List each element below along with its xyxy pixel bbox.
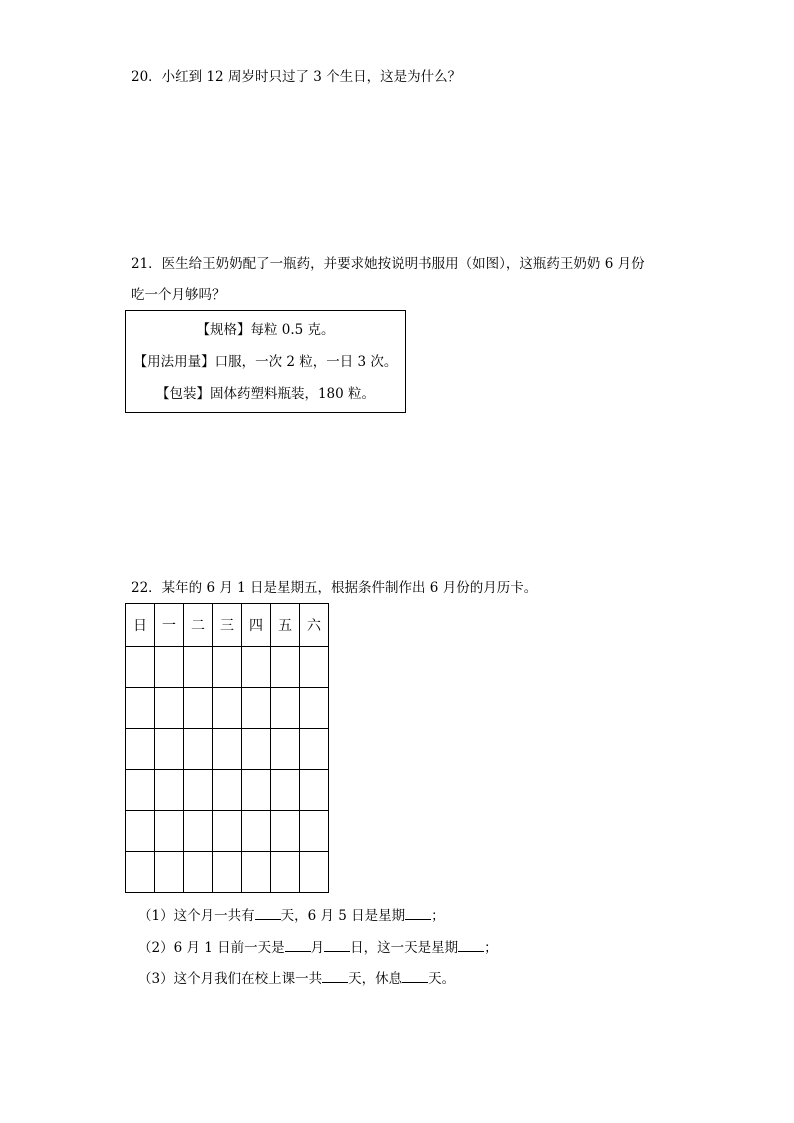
answer-blank[interactable] (402, 969, 428, 983)
answer-blank[interactable] (324, 938, 350, 952)
calendar-week-row (126, 811, 329, 852)
sub-question-3-text-a: （3）这个月我们在校上课一共 (138, 971, 323, 987)
june-calendar-grid (125, 603, 329, 893)
calendar-cell[interactable] (213, 770, 242, 811)
weekday-thu: 四 (242, 604, 271, 647)
calendar-cell[interactable] (300, 770, 329, 811)
sub-question-3-text-b: 天，休息 (348, 971, 403, 987)
calendar-cell[interactable] (213, 647, 242, 688)
answer-blank[interactable] (285, 938, 311, 952)
answer-blank[interactable] (322, 969, 348, 983)
calendar-cell[interactable] (155, 688, 184, 729)
calendar-cell[interactable] (184, 852, 213, 893)
calendar-cell[interactable] (271, 688, 300, 729)
calendar-cell[interactable] (184, 770, 213, 811)
calendar-cell[interactable] (300, 852, 329, 893)
sub-question-2-text-a: （2）6 月 1 日前一天是 (138, 940, 285, 956)
calendar-cell[interactable] (126, 729, 155, 770)
weekday-sun: 日 (126, 604, 155, 647)
sub-question-3 (138, 969, 455, 988)
calendar-cell[interactable] (242, 770, 271, 811)
answer-blank[interactable] (255, 906, 281, 920)
calendar-cell[interactable] (213, 852, 242, 893)
answer-blank[interactable] (405, 906, 431, 920)
calendar-cell[interactable] (242, 811, 271, 852)
calendar-cell[interactable] (213, 688, 242, 729)
calendar-week-row (126, 729, 329, 770)
sub-question-3-text-c: 天。 (428, 971, 456, 987)
calendar-cell[interactable] (155, 811, 184, 852)
calendar-cell[interactable] (300, 729, 329, 770)
calendar-cell[interactable] (271, 770, 300, 811)
calendar-cell[interactable] (155, 647, 184, 688)
calendar-cell[interactable] (213, 729, 242, 770)
calendar-cell[interactable] (184, 647, 213, 688)
weekday-mon: 一 (155, 604, 184, 647)
sub-question-1-text-a: （1）这个月一共有 (138, 908, 255, 924)
calendar-cell[interactable] (242, 729, 271, 770)
calendar-cell[interactable] (155, 729, 184, 770)
sub-question-2-text-d: ； (484, 940, 498, 956)
calendar-cell[interactable] (184, 688, 213, 729)
sub-question-2-text-c: 日，这一天是星期 (350, 940, 459, 956)
calendar-cell[interactable] (184, 811, 213, 852)
sub-question-2 (138, 938, 498, 957)
medicine-package: 【包装】固体药塑料瓶装，180 粒。 (155, 386, 376, 402)
calendar-cell[interactable] (184, 729, 213, 770)
calendar-cell[interactable] (271, 647, 300, 688)
calendar-cell[interactable] (213, 811, 242, 852)
calendar-cell[interactable] (271, 729, 300, 770)
answer-blank[interactable] (458, 938, 484, 952)
calendar-cell[interactable] (271, 852, 300, 893)
calendar-cell[interactable] (300, 688, 329, 729)
sub-question-1 (138, 906, 445, 925)
calendar-cell[interactable] (126, 811, 155, 852)
calendar-cell[interactable] (155, 852, 184, 893)
calendar-cell[interactable] (155, 770, 184, 811)
calendar-cell[interactable] (126, 852, 155, 893)
question-21-line-1: 21．医生给王奶奶配了一瓶药，并要求她按说明书服用（如图），这瓶药王奶奶 6 月份 (131, 256, 645, 272)
calendar-cell[interactable] (242, 688, 271, 729)
calendar-header-row (126, 604, 329, 647)
medicine-label-box (125, 310, 406, 413)
calendar-cell[interactable] (126, 688, 155, 729)
calendar-cell[interactable] (126, 770, 155, 811)
sub-question-2-text-b: 月 (310, 940, 325, 956)
calendar-cell[interactable] (126, 647, 155, 688)
weekday-tue: 二 (184, 604, 213, 647)
sub-question-1-text-b: 天，6 月 5 日是星期 (280, 908, 406, 924)
calendar-cell[interactable] (300, 647, 329, 688)
sub-question-1-text-c: ； (431, 908, 445, 924)
question-20: 20．小红到 12 周岁时只过了 3 个生日，这是为什么？ (131, 69, 462, 85)
weekday-fri: 五 (271, 604, 300, 647)
calendar-cell[interactable] (271, 811, 300, 852)
calendar-cell[interactable] (300, 811, 329, 852)
weekday-sat: 六 (300, 604, 329, 647)
question-22: 22．某年的 6 月 1 日是星期五，根据条件制作出 6 月份的月历卡。 (131, 580, 538, 596)
calendar-week-row (126, 852, 329, 893)
calendar-week-row (126, 647, 329, 688)
calendar-week-row (126, 770, 329, 811)
calendar-cell[interactable] (242, 647, 271, 688)
question-21-line-2: 吃一个月够吗？ (131, 287, 226, 303)
medicine-spec: 【规格】每粒 0.5 克。 (196, 322, 335, 338)
medicine-usage: 【用法用量】口服，一次 2 粒，一日 3 次。 (133, 354, 398, 370)
weekday-wed: 三 (213, 604, 242, 647)
calendar-week-row (126, 688, 329, 729)
calendar-cell[interactable] (242, 852, 271, 893)
